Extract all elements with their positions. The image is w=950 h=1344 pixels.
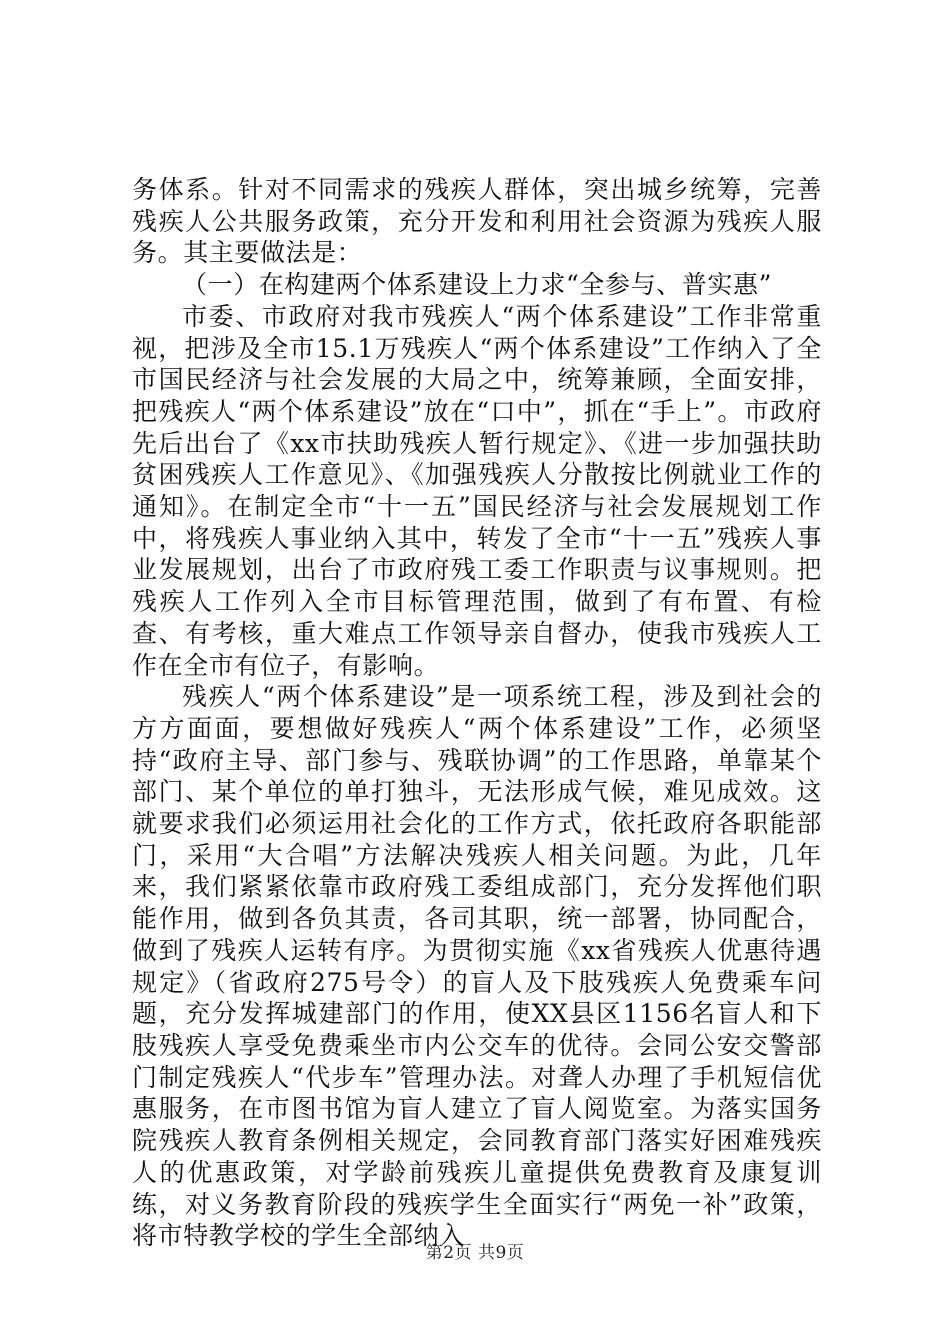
page-number-footer: 第2页 共9页 [425, 1243, 525, 1263]
paragraph-system-engineering: 残疾人“两个体系建设”是一项系统工程，涉及到社会的方方面面，要想做好残疾人“两个体系建设”工作，必须坚持“政府主导、部门参与、残联协调”的工作思路，单靠某个部门、某个单位的单打独斗，无法形成气候，难见成效。这就要求我们必须运用社会化的工作方式，依托政府各职能部门，采用“大合唱”方法解决残疾人相关问题。为此，几年来，我们紧紧依靠市政府残工委组成部门，充分发挥他们职能作用，做到各负其责，各司其职，统一部署，协同配合，做到了残疾人运转有序。为贯彻实施《xx省残疾人优惠待遇规定》（省政府275号令）的盲人及下肢残疾人免费乘车问题，充分发挥城建部门的作用，使XX县区1156名盲人和下肢残疾人享受免费乘坐市内公交车的优待。会同公安交警部门制定残疾人“代步车”管理办法。对聋人办理了手机短信优惠服务，在市图书馆为盲人建立了盲人阅览室。为落实国务院残疾人教育条例相关规定，会同教育部门落实好困难残疾人的优惠政策，对学龄前残疾儿童提供免费教育及康复训练，对义务教育阶段的残疾学生全面实行“两免一补”政策，将市特教学校的学生全部纳入 [132, 682, 822, 1251]
paragraph-government-attention: 市委、市政府对我市残疾人“两个体系建设”工作非常重视，把涉及全市15.1万残疾人“两个体系建设”工作纳入了全市国民经济与社会发展的大局之中，统筹兼顾，全面安排，把残疾人“两个体系建设”放在“口中”，抓在“手上”。市政府先后出台了《xx市扶助残疾人暂行规定》、《进一步加强扶助贫困残疾人工作意见》、《加强残疾人分散按比例就业工作的通知》。在制定全市“十一五”国民经济与社会发展规划工作中，将残疾人事业纳入其中，转发了全市“十一五”残疾人事业发展规划，出台了市政府残工委工作职责与议事规则。把残疾人工作列入全市目标管理范围，做到了有布置、有检查、有考核，重大难点工作领导亲自督办，使我市残疾人工作在全市有位子，有影响。 [132, 301, 822, 680]
document-body [132, 174, 822, 1252]
section-subheading: （一）在构建两个体系建设上力求“全参与、普实惠” [182, 270, 772, 300]
paragraph-intro-continuation: 务体系。针对不同需求的残疾人群体，突出城乡统筹，完善残疾人公共服务政策，充分开发和利用社会资源为残疾人服务。其主要做法是： [132, 175, 822, 268]
